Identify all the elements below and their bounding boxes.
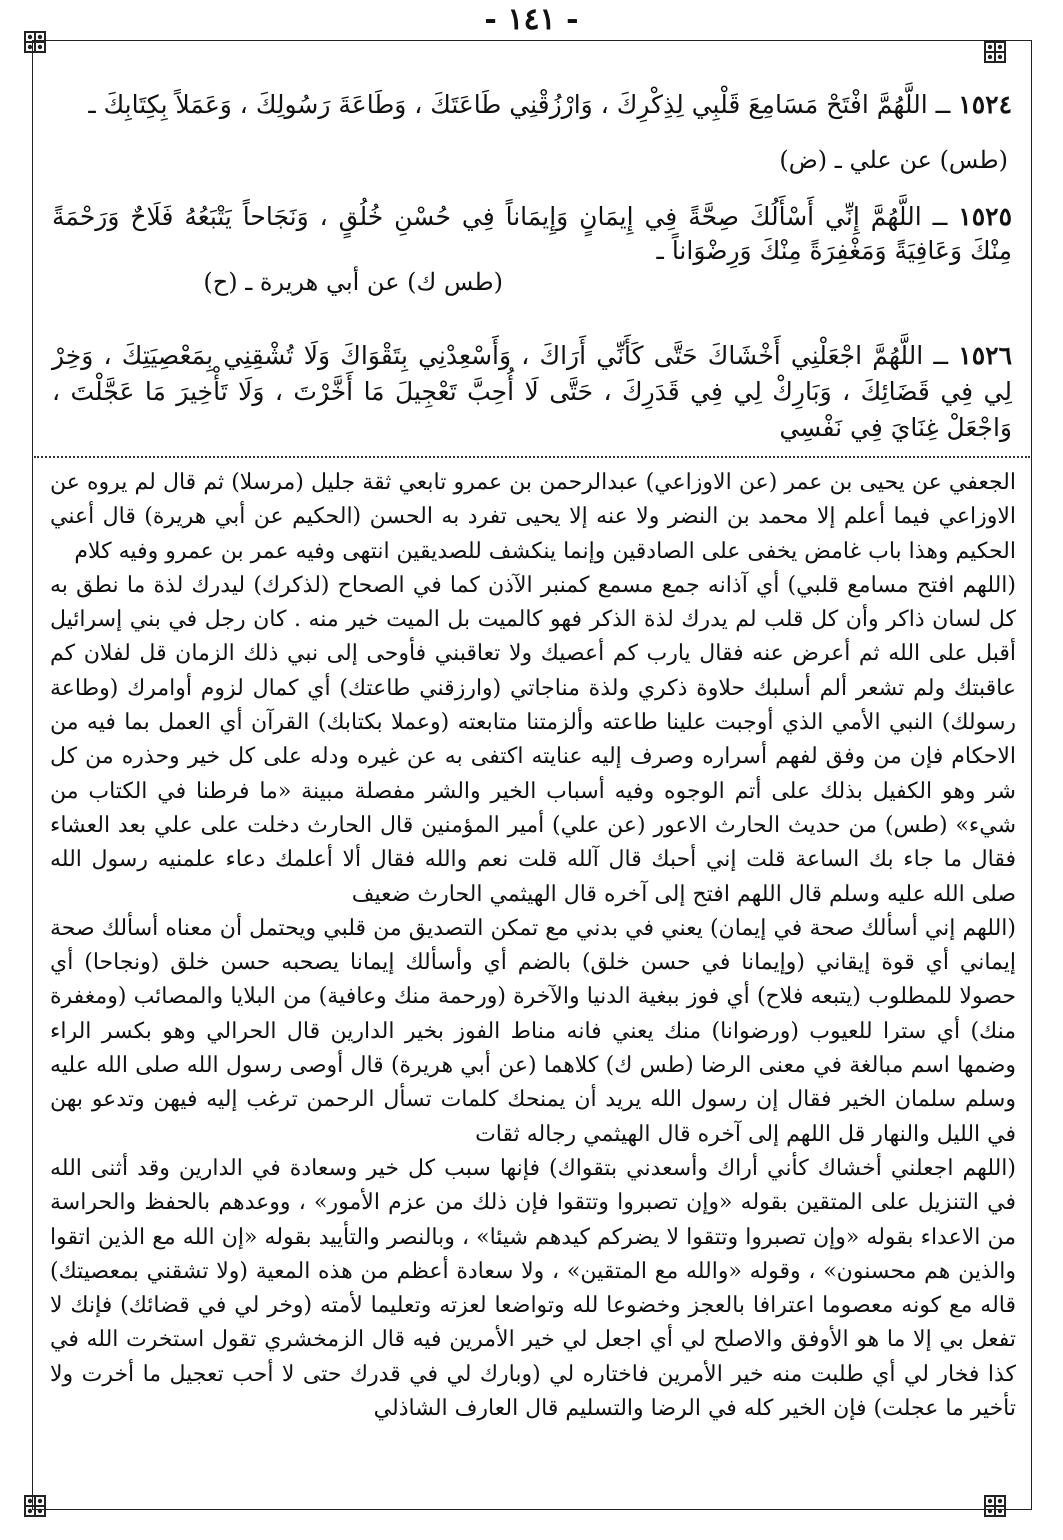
corner-ornament-icon [983,40,1007,64]
hadith-text: ــ اللَّهُمَّ اجْعَلْنِي أَخْشَاكَ حَتَّى كَأَنِّي أَرَاكَ ، وَأَسْعِدْنِي بِتَقْوَاكَ وَلَا تُشْقِنِي بِمَعْصِيَتِكَ ، وَخِرْ لِي فِي قَضَائِكَ ، وَبَارِكْ لِي فِي قَدَرِكَ ، حَتَّى لَا أُحِبَّ تَعْجِيلَ مَا أَخَّرْتَ ، وَلَا تَأْخِيرَ مَا عَجَّلْتَ ، وَاجْعَلْ غِنَايَ فِي نَفْسِي [52,341,1012,442]
section-divider [34,456,1030,458]
hadith-1524 [52,90,1012,119]
hadith-number: ١٥٢٥ [958,202,1012,231]
page-number: - ١٤١ - [484,2,579,37]
hadith-number: ١٥٢٤ [958,90,1012,119]
hadith-text: ــ اللَّهُمَّ افْتَحْ مَسَامِعَ قَلْبِي لِذِكْرِكَ ، وَارْزُقْنِي طَاعَتَكَ ، وَطَاعَةَ رَسُولِكَ ، وَعَمَلاً بِكِتَابِكَ ـ [88,90,951,119]
hadith-source: (طس ك) عن أبي هريرة ـ (ح) [203,268,503,296]
hadith-1526 [52,338,1012,446]
corner-ornament-icon [23,1494,47,1518]
hadith-source: (طس) عن علي ـ (ض) [779,146,1008,174]
hadith-number: ١٥٢٦ [958,341,1012,370]
corner-ornament-icon [983,1494,1007,1518]
commentary-paragraph: (اللهم إني أسألك صحة في إيمان) يعني في بدني مع تمكن التصديق من قلبي ويحتمل أن معناه أسألك صحة إيماني أي قوة إيقاني (وإيمانا في حسن خلق) بالضم أي وأسألك إيمانا يصحبه حسن خلق (ونجاحا) أي حصولا للمطلوب (يتبعه فلاح) أي فوز ببغية الدنيا والآخرة (ورحمة منك وعافية) من البلايا والمصائب (ومغفرة منك) أي سترا للعيوب (ورضوانا) منك يعني فانه مناط الفوز بخير الدارين قال الحرالي وهو بكسر الراء وضمها اسم مبالغة في معنى الرضا (طس ك) كلاهما (عن أبي هريرة) قال أوصى رسول الله صلى الله عليه وسلم سلمان الخير فقال إن رسول الله يريد أن يمنحك كلمات تسأل الرحمن ترغب إليه فيهن وتدعو بهن في الليل والنهار قل اللهم إلى آخره قال الهيثمي رجاله ثقات [50,915,1016,1147]
hadith-1525 [52,200,1012,268]
commentary-paragraph: (اللهم اجعلني أخشاك كأني أراك وأسعدني بتقواك) فإنها سبب كل خير وسعادة في الدارين وقد أثنى الله في التنزيل على المتقين بقوله «وإن تصبروا وتتقوا فإن ذلك من عزم الأمور» ، ووعدهم بالحفظ والحراسة من الاعداء بقوله «وإن تصبروا وتتقوا لا يضركم كيدهم شيئا» ، وبالنصر والتأييد بقوله «إن الله مع الذين اتقوا والذين هم محسنون» ، وقوله «والله مع المتقين» ، ولا سعادة أعظم من هذه المعية (ولا تشقني بمعصيتك) قاله مع كونه معصوما اعترافا بالعجز وخضوعا لله وتواضعا لعزته وتعليما لأمته (وخر لي في قضائك) فإنك لا تفعل بي إلا ما هو الأوفق والاصلح لي أي اجعل لي خير الأمرين فيه قال الزمخشري تقول استخرت الله في كذا فخار لي أي طلبت منه خير الأمرين فاختاره لي (وبارك لي في قدرك حتى لا أحب تعجيل ما أخرت ولا تأخير ما عجلت) فإن الخير كله في الرضا والتسليم قال العارف الشاذلي [50,1155,1016,1422]
commentary [50,466,1016,1426]
hadith-text: ــ اللَّهُمَّ إِنِّي أَسْأَلُكَ صِحَّةً فِي إِيمَانٍ وَإِيمَاناً فِي حُسْنِ خُلُقٍ ، وَنَجَاحاً يَتْبَعُهُ فَلَاحٌ وَرَحْمَةً مِنْكَ وَعَافِيَةً وَمَغْفِرَةً مِنْكَ وَرِضْوَاناً ـ [52,202,1012,265]
commentary-paragraph: الجعفي عن يحيى بن عمر (عن الاوزاعي) عبدالرحمن بن عمرو تابعي ثقة جليل (مرسلا) ثم قال لم يروه عن الاوزاعي فيما أعلم إلا محمد بن النضر ولا عنه إلا يحيى تفرد به الحسن (الحكيم عن أبي هريرة) قال أعني الحكيم وهذا باب غامض يخفى على الصادقين وإنما ينكشف للصديقين انتهى وفيه عمر بن عمرو وفيه كلام [50,470,1016,564]
commentary-paragraph: (اللهم افتح مسامع قلبي) أي آذانه جمع مسمع كمنبر الآذن كما في الصحاح (لذكرك) ليدرك لذة ما نطق به كل لسان ذاكر وأن كل قلب لم يدرك لذة الذكر فهو كالميت بل الميت خير منه . كان رجل في بني إسرائيل أقبل على الله ثم أعرض عنه فقال يارب كم أعصيك ولا تعاقبني فأوحى إلى نبي ذلك الزمان قل لفلان كم عاقبتك ولم تشعر ألم أسلبك حلاوة ذكري ولذة مناجاتي (وارزقني طاعتك) أي كمال لزوم أوامرك (وطاعة رسولك) النبي الأمي الذي أوجبت علينا طاعته وألزمتنا متابعته (وعملا بكتابك) القرآن أي العمل بما فيه من الاحكام فإن من وفق لفهم أسراره وصرف إليه عنايته اكتفى به عن غيره ودله على كل خير وحذره من كل شر وهو الكفيل بذلك على أتم الوجوه وفيه أسباب الخير والشر مفصلة مبينة «ما فرطنا في الكتاب من شيء» (طس) من حديث الحارث الاعور (عن علي) أمير المؤمنين قال الحارث دخلت على علي بعد العشاء فقال ما جاء بك الساعة قلت إني أحبك قال آلله قلت نعم والله فقال ألا أعلمك دعاء علمنيه رسول الله صلى الله عليه وسلم قال اللهم افتح إلى آخره قال الهيثمي الحارث ضعيف [50,572,1017,907]
